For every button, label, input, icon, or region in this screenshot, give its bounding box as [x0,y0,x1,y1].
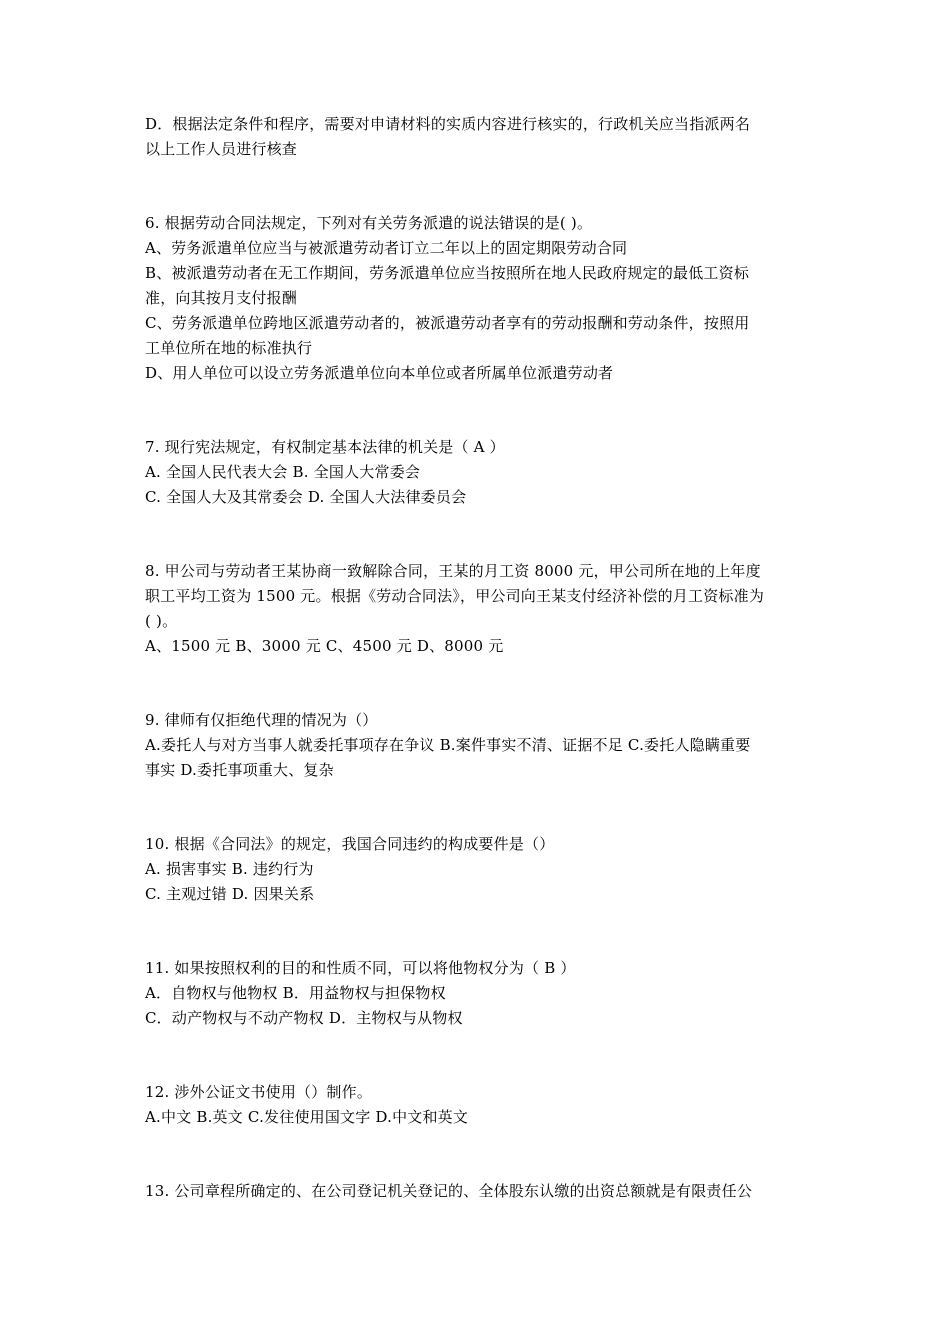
option-line: A、1500 元 B、3000 元 C、4500 元 D、8000 元 [145,637,504,655]
question-11 [145,956,810,1031]
option-line: A.委托人与对方当事人就委托事项存在争议 B.案件事实不清、证据不足 C.委托人隐瞒重要 [145,736,751,754]
spacer [145,386,810,435]
option-line: 工单位所在地的标准执行 [145,339,313,357]
option-line: D、用人单位可以设立劳务派遣单位向本单位或者所属单位派遣劳动者 [145,364,614,382]
question-6 [145,211,810,386]
option-line: A. 损害事实 B. 违约行为 [145,860,314,878]
text-line: 以上工作人员进行核查 [145,140,298,158]
question-5-option-d [145,112,810,162]
spacer [145,510,810,559]
question-stem: 6. 根据劳动合同法规定，下列对有关劳务派遣的说法错误的是( )。 [145,214,593,232]
question-8 [145,559,810,659]
question-stem: 职工平均工资为 1500 元。根据《劳动合同法》，甲公司向王某支付经济补偿的月工资标准为 [145,587,765,605]
option-line: C. 全国人大及其常委会 D. 全国人大法律委员会 [145,488,467,506]
option-line: A、劳务派遣单位应当与被派遣劳动者订立二年以上的固定期限劳动合同 [145,239,628,257]
question-stem: 9. 律师有仅拒绝代理的情况为（） [145,711,378,729]
question-9 [145,708,810,783]
question-stem: 10. 根据《合同法》的规定，我国合同违约的构成要件是（） [145,835,555,853]
spacer [145,162,810,211]
option-line: 事实 D.委托事项重大、复杂 [145,761,334,779]
option-line: 准，向其按月支付报酬 [145,289,298,307]
spacer [145,907,810,956]
option-line: C、劳务派遣单位跨地区派遣劳动者的，被派遣劳动者享有的劳动报酬和劳动条件，按照用 [145,314,750,332]
question-stem: 12. 涉外公证文书使用（）制作。 [145,1083,373,1101]
document-page [145,112,810,1204]
question-stem: 11. 如果按照权利的目的和性质不同，可以将他物权分为（ B ） [145,959,576,977]
option-line: A．自物权与他物权 B．用益物权与担保物权 [145,984,446,1002]
spacer [145,659,810,708]
question-7 [145,435,810,510]
spacer [145,1130,810,1179]
question-stem: ( )。 [145,612,178,630]
question-stem: 8. 甲公司与劳动者王某协商一致解除合同，王某的月工资 8000 元，甲公司所在地的上年度 [145,562,761,580]
question-stem: 7. 现行宪法规定，有权制定基本法律的机关是（ A ） [145,438,505,456]
question-stem: 13. 公司章程所确定的、在公司登记机关登记的、全体股东认缴的出资总额就是有限责任公 [145,1182,753,1200]
option-line: A.中文 B.英文 C.发往使用国文字 D.中文和英文 [145,1108,469,1126]
question-12 [145,1080,810,1130]
question-13 [145,1179,810,1204]
option-line: C．动产物权与不动产物权 D．主物权与从物权 [145,1009,463,1027]
option-line: C. 主观过错 D. 因果关系 [145,885,315,903]
option-line: B、被派遣劳动者在无工作期间，劳务派遣单位应当按照所在地人民政府规定的最低工资标 [145,264,750,282]
spacer [145,783,810,832]
text-line: D．根据法定条件和程序，需要对申请材料的实质内容进行核实的，行政机关应当指派两名 [145,115,751,133]
question-10 [145,832,810,907]
spacer [145,1031,810,1080]
option-line: A. 全国人民代表大会 B. 全国人大常委会 [145,463,421,481]
